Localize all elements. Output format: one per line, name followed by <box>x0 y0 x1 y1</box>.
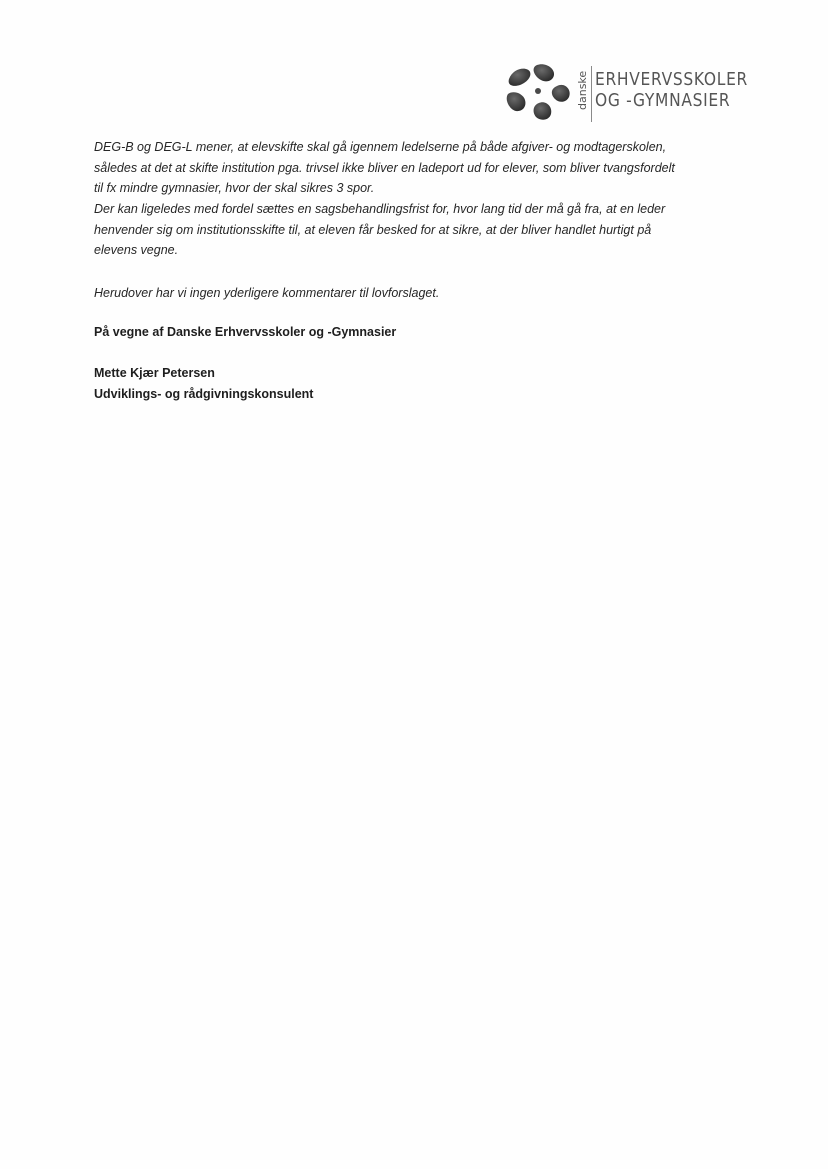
flower-logo-icon <box>505 60 573 122</box>
text-line: Herudover har vi ingen yderligere kommentarer til lovforslaget. <box>94 286 440 300</box>
text-line: DEG-B og DEG-L mener, at elevskifte skal gå igennem ledelserne på både afgiver- og modtagerskolen, <box>94 140 667 154</box>
text-line: til fx mindre gymnasier, hvor der skal sikres 3 spor. <box>94 181 375 195</box>
on-behalf-line: På vegne af Danske Erhvervsskoler og -Gymnasier <box>94 325 397 339</box>
signatory-title: Udviklings- og rådgivningskonsulent <box>94 387 314 401</box>
logo-wordmark-line1: ERHVERVSSKOLER <box>595 69 748 90</box>
paragraph-sagsbehandlingsfrist <box>94 199 744 261</box>
text-line: således at det at skifte institution pga. trivsel ikke bliver en ladeport ud for elever, som bliver tvangsfordelt <box>94 160 675 175</box>
paragraph-elevskifte <box>94 137 744 199</box>
text-line: henvender sig om institutionsskifte til, at eleven får besked for at sikre, at der bliver handlet hurtigt på <box>94 222 652 237</box>
logo-divider <box>591 66 592 122</box>
organization-logo <box>505 60 765 122</box>
signatory-name: Mette Kjær Petersen <box>94 366 215 380</box>
logo-vertical-text: danske <box>576 70 589 110</box>
paragraph-no-further-comments <box>94 283 744 304</box>
text-line: Der kan ligeledes med fordel sættes en sagsbehandlingsfrist for, hvor lang tid der må gå fra, at en leder <box>94 202 666 216</box>
text-line: elevens vegne. <box>94 243 179 257</box>
logo-wordmark-line2: OG -GYMNASIER <box>595 90 731 111</box>
